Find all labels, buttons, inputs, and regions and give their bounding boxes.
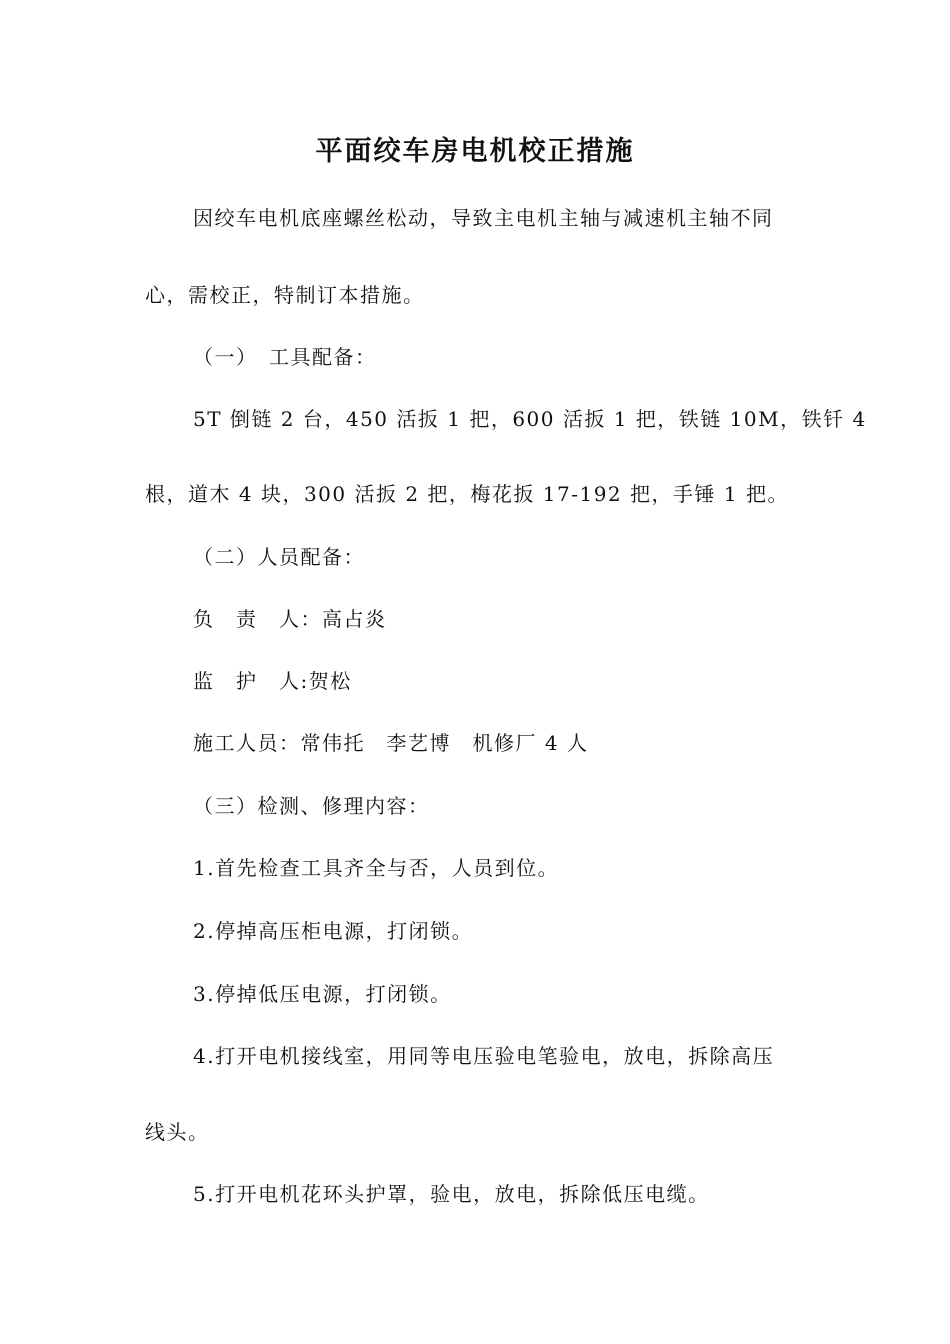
personnel-workers: 施工人员：常伟托 李艺博 机修厂 4 人 (193, 731, 589, 755)
step-item-continuation: 线头。 (145, 1120, 210, 1144)
section-heading-personnel: （二）人员配备： (193, 545, 365, 569)
step-item: 2.停掉高压柜电源，打闭锁。 (193, 919, 474, 943)
step-item: 4.打开电机接线室，用同等电压验电笔验电，放电，拆除高压 (193, 1044, 775, 1068)
paragraph-line: 因绞车电机底座螺丝松动，导致主电机主轴与减速机主轴不同 (193, 206, 774, 230)
paragraph-line: 5T 倒链 2 台，450 活扳 1 把，600 活扳 1 把，铁链 10M，铁钎 4 (193, 407, 867, 431)
section-heading-tools: （一） 工具配备： (193, 345, 377, 369)
step-item: 3.停掉低压电源，打闭锁。 (193, 982, 452, 1006)
step-item: 5.打开电机花环头护罩，验电，放电，拆除低压电缆。 (193, 1182, 710, 1206)
section-heading-inspection: （三）检测、修理内容： (193, 794, 430, 818)
document-title: 平面绞车房电机校正措施 (315, 136, 635, 167)
paragraph-line: 根，道木 4 块，300 活扳 2 把，梅花扳 17-192 把，手锤 1 把。 (145, 482, 789, 506)
personnel-leader: 负 责 人：高占炎 (193, 607, 387, 631)
personnel-supervisor: 监 护 人:贺松 (193, 669, 352, 693)
paragraph-line: 心，需校正，特制订本措施。 (145, 283, 425, 307)
step-item: 1.首先检查工具齐全与否，人员到位。 (193, 856, 560, 880)
